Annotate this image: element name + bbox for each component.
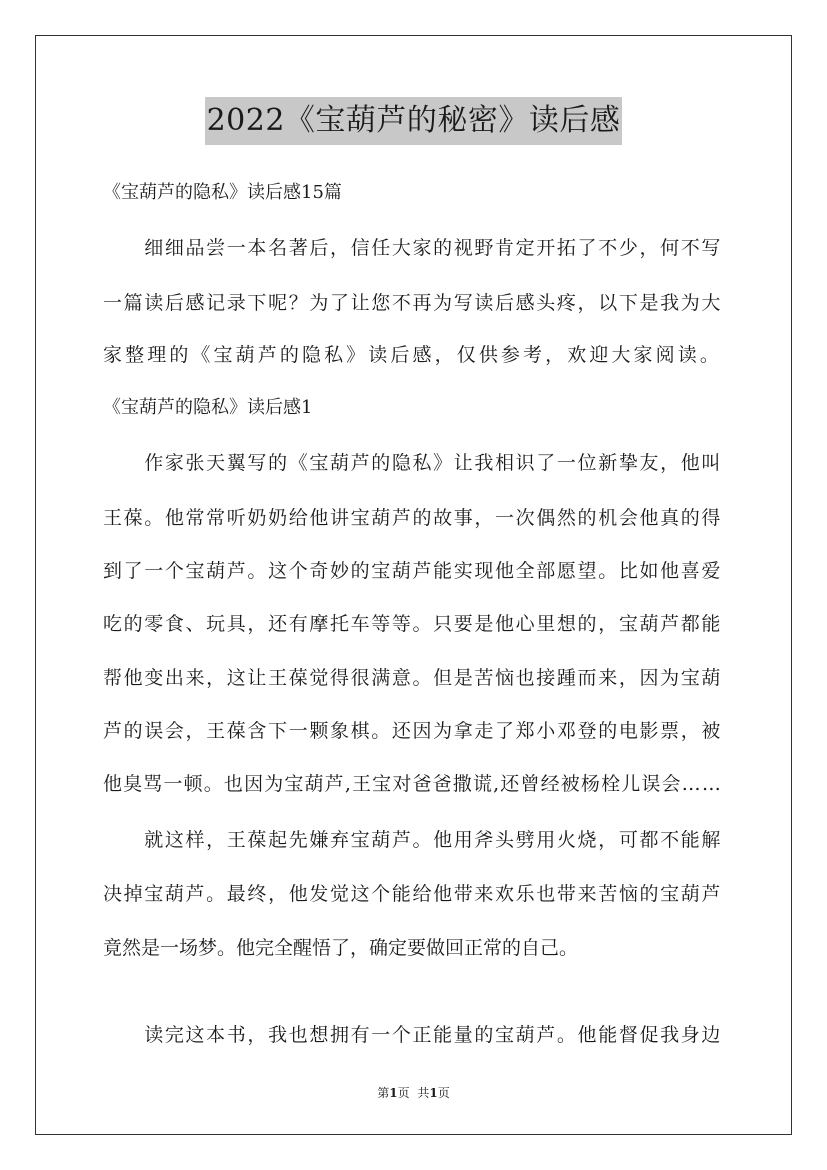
footer-total-number: 1 [429, 1086, 438, 1100]
paragraph-line: 到了一个宝葫芦。这个奇妙的宝葫芦能实现他全部愿望。比如他喜爱 [103, 560, 722, 582]
footer-total-prefix: 共 [417, 1086, 430, 1100]
document-title: 2022《宝葫芦的秘密》读后感 [205, 97, 623, 145]
title-container [0, 97, 827, 145]
footer-total-suffix: 页 [437, 1086, 450, 1100]
page-footer [0, 1084, 827, 1102]
paragraph-line: 吃的零食、玩具，还有摩托车等等。只要是他心里想的，宝葫芦都能 [103, 613, 722, 635]
footer-page-suffix: 页 [397, 1086, 410, 1100]
paragraph-line: 一篇读后感记录下呢？为了让您不再为写读后感头疼，以下是我为大 [103, 292, 722, 314]
paragraph-line: 竟然是一场梦。他完全醒悟了，确定要做回正常的自己。 [103, 937, 579, 959]
paragraph-line: 细细品尝一本名著后，信任大家的视野肯定开拓了不少，何不写 [103, 237, 722, 259]
paragraph-line: 就这样，王葆起先嫌弃宝葫芦。他用斧头劈用火烧，可都不能解 [103, 829, 722, 851]
paragraph-line: 芦的误会，王葆含下一颗象棋。还因为拿走了郑小邓登的电影票，被 [103, 720, 722, 742]
paragraph-line: 帮他变出来，这让王葆觉得很满意。但是苦恼也接踵而来，因为宝葫 [103, 667, 722, 689]
footer-page-number: 1 [389, 1086, 398, 1100]
footer-page-prefix: 第 [377, 1086, 390, 1100]
paragraph-line: 决掉宝葫芦。最终，他发觉这个能给他带来欢乐也带来苦恼的宝葫芦 [103, 883, 722, 905]
section-heading: 《宝葫芦的隐私》读后感1 [103, 397, 313, 418]
paragraph-line: 家整理的《宝葫芦的隐私》读后感，仅供参考，欢迎大家阅读。 [103, 344, 722, 366]
paragraph-line: 读完这本书，我也想拥有一个正能量的宝葫芦。他能督促我身边 [103, 1024, 722, 1046]
paragraph-line: 作家张天翼写的《宝葫芦的隐私》让我相识了一位新挚友，他叫 [103, 452, 722, 474]
paragraph-line: 王葆。他常常听奶奶给他讲宝葫芦的故事，一次偶然的机会他真的得 [103, 507, 722, 529]
paragraph-line: 他臭骂一顿。也因为宝葫芦,王宝对爸爸撒谎,还曾经被杨栓儿误会…… [103, 773, 722, 795]
section-heading: 《宝葫芦的隐私》读后感15篇 [103, 182, 342, 203]
